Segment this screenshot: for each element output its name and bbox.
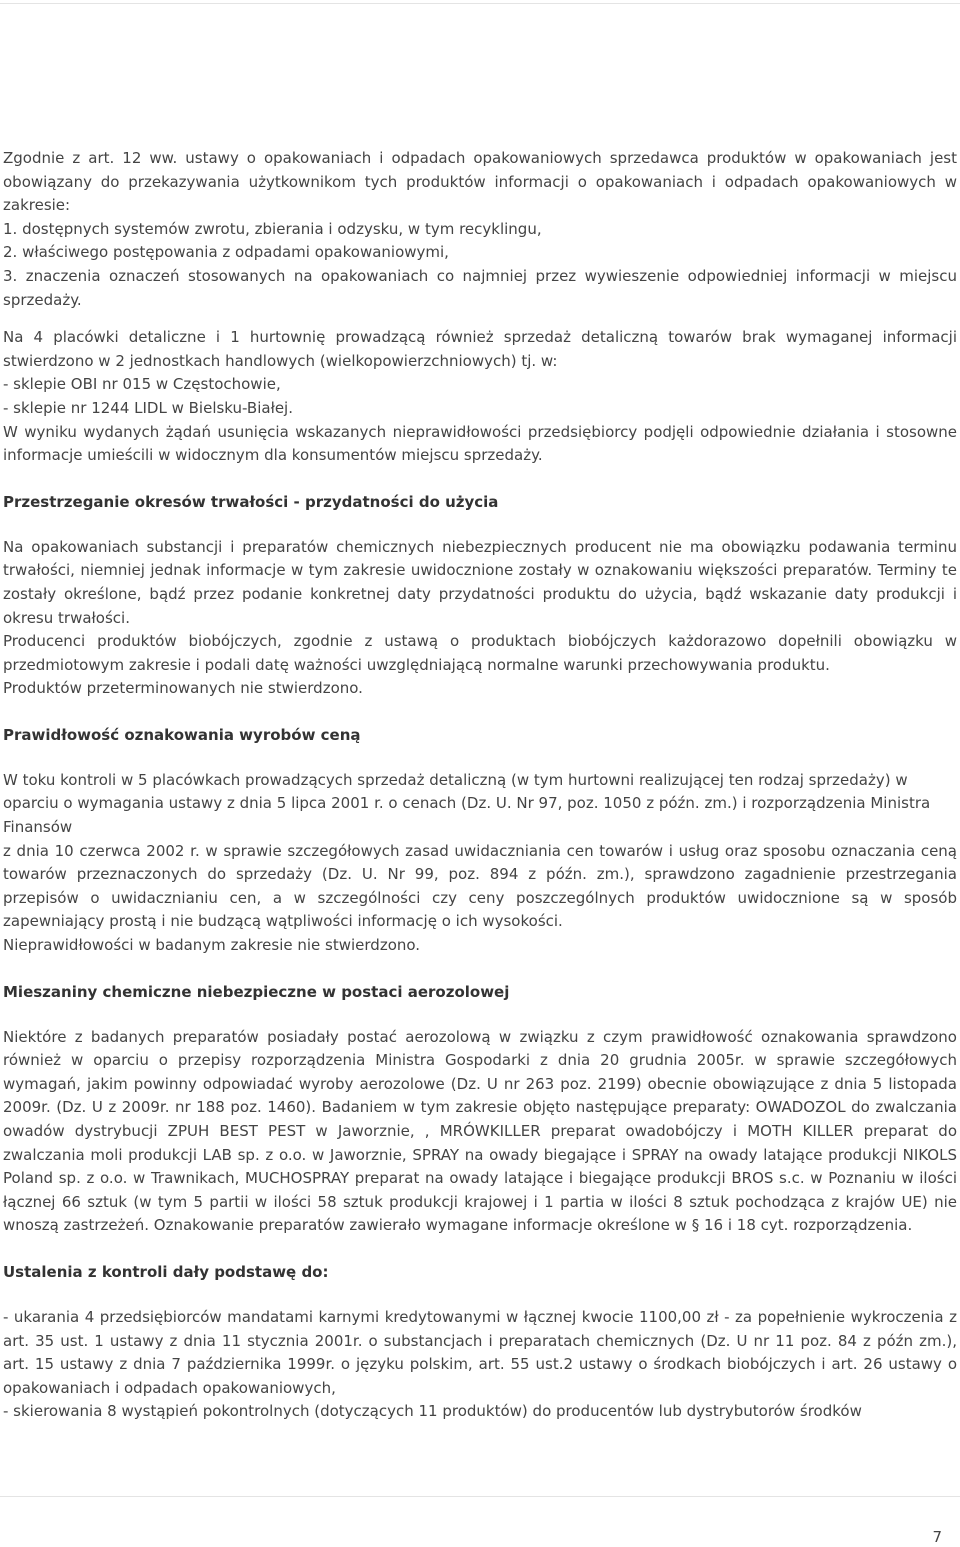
results-item-1: - ukarania 4 przedsiębiorców mandatami karnymi kredytowanymi w łącznej kwocie 1100,00 zł - za popełnienie wykroczenia z art. 35 ust. 1 ustawy z dnia 11 stycznia 2001r. o substancjach i preparatach chemicznych (Dz. U nr 11 poz. 84 z późn zm.), art. 15 ustawy z dnia 7 października 1999r. o języku polskim, art. 55 ust.2 ustawy o środkach biobójczych i art. 26 ustawy o opakowaniach i odpadach opakowaniowych, — [3, 1307, 957, 1397]
intro-list-item-2: 2. właściwego postępowania z odpadami opakowaniowymi, — [3, 243, 449, 262]
page-number: 7 — [932, 1528, 942, 1546]
findings-outcome: W wyniku wydanych żądań usunięcia wskazanych nieprawidłowości przedsiębiorcy podjęli odpowiednie działania i stosowne informacje umieścili w widocznym dla konsumentów miejscu sprzedaży. — [3, 422, 957, 465]
findings-paragraph: Na 4 placówki detaliczne i 1 hurtownię prowadzącą również sprzedaż detaliczną towarów brak wymaganej informacji stwierdzono w 2 jednostkach handlowych (wielkopowierzchniowych) tj. w: — [3, 328, 957, 370]
results-item-2: - skierowania 8 wystąpień pokontrolnych (dotyczących 11 produktów) do producentów lub dystrybutorów środków — [3, 1402, 862, 1421]
heading-shelf-life: Przestrzeganie okresów trwałości - przydatności do użycia — [3, 492, 499, 511]
price-paragraph-a: W toku kontroli w 5 placówkach prowadzących sprzedaż detaliczną (w tym hurtowni realizującej ten rodzaj sprzedaży) w oparciu o wymagania ustawy z dnia 5 lipca 2001 r. o cenach (Dz. U. Nr 97, poz. 1050 z późn. zm.) i rozporządzenia Ministra Finansów — [3, 770, 931, 837]
shelf-life-paragraph-3: Produktów przeterminowanych nie stwierdzono. — [3, 679, 363, 698]
shelf-life-paragraph-2: Producenci produktów biobójczych, zgodnie z ustawą o produktach biobójczych każdorazowo dopełnili obowiązku w przedmiotowym zakresie i podali datę ważności uwzględniającą normalne warunki przechowywania produktu. — [3, 632, 957, 674]
price-conclusion: Nieprawidłowości w badanym zakresie nie stwierdzono. — [3, 936, 421, 955]
price-paragraph-b: z dnia 10 czerwca 2002 r. w sprawie szczegółowych zasad uwidaczniania cen towarów i usług oraz sposobu oznaczania ceną towarów przeznaczonych do sprzedaży (Dz. U. Nr 99, poz. 894 z późn. zm.), sprawdzono zagadnienie przestrzegania przepisów o uwidacznianiu cen, a w szczególności czy ceny poszczególnych produktów uwidocznione są w sposób zapewniający prostą i nie budzącą wątpliwości informację o ich wysokości. — [3, 841, 957, 931]
heading-control-results: Ustalenia z kontroli dały podstawę do: — [3, 1262, 329, 1281]
aerosol-paragraph: Niektóre z badanych preparatów posiadały postać aerozolową w związku z czym prawidłowość oznakowania sprawdzono również w oparciu o przepisy rozporządzenia Ministra Gospodarki z dnia 20 grudnia 2005r. w sprawie szczegółowych wymagań, jakim powinny odpowiadać wyroby aerozolowe (Dz. U nr 263 poz. 2199) obecnie obowiązujące z dnia 5 listopada 2009r. (Dz. U z 2009r. nr 188 poz. 1460). Badaniem w tym zakresie objęto następujące preparaty: OWADOZOL do zwalczania owadów dystrybucji ZPUH BEST PEST w Jaworznie, , MRÓWKILLER preparat owadobójczy i MOTH KILLER preparat do zwalczania moli produkcji LAB sp. z o.o. w Jaworznie, SPRAY na owady biegające i SPRAY na owady latające produkcji NIKOLS Poland sp. z o.o. w Trawnikach, MUCHOSPRAY preparat na owady latające i biegające produkcji BROS s.c. w Poznaniu w ilości łącznej 66 sztuk (w tym 5 partii w ilości 58 sztuk produkcji krajowej i 1 partia w ilości 8 sztuk pochodząca z krajów UE) nie wnoszą zastrzeżeń. Oznakowanie preparatów zawierało wymagane informacje określone w § 16 i 18 cyt. rozporządzenia. — [3, 1027, 957, 1235]
intro-list-item-3: 3. znaczenia oznaczeń stosowanych na opakowaniach co najmniej przez wywieszenie odpowiedniej informacji w miejscu sprzedaży. — [3, 266, 957, 309]
findings-list-item-1: - sklepie OBI nr 015 w Częstochowie, — [3, 375, 281, 394]
intro-list-item-1: 1. dostępnych systemów zwrotu, zbierania i odzysku, w tym recyklingu, — [3, 219, 542, 238]
top-rule — [0, 3, 960, 4]
heading-aerosol: Mieszaniny chemiczne niebezpieczne w postaci aerozolowej — [3, 982, 510, 1001]
heading-price-marking: Prawidłowość oznakowania wyrobów ceną — [3, 725, 361, 744]
bottom-rule — [0, 1496, 960, 1497]
shelf-life-paragraph-1: Na opakowaniach substancji i preparatów chemicznych niebezpiecznych producent nie ma obowiązku podawania terminu trwałości, niemniej jednak informacje w tym zakresie uwidocznione zostały w oznakowaniu większości preparatów. Terminy te zostały określone, bądź przez podanie konkretnej daty przydatności produktu do użycia, bądź wskazanie daty produkcji i okresu trwałości. — [3, 537, 957, 627]
document-body — [3, 147, 957, 1424]
findings-list-item-2: - sklepie nr 1244 LIDL w Bielsku-Białej. — [3, 398, 293, 417]
intro-paragraph: Zgodnie z art. 12 ww. ustawy o opakowaniach i odpadach opakowaniowych sprzedawca produktów w opakowaniach jest obowiązany do przekazywania użytkownikom tych produktów informacji o opakowaniach i odpadach opakowaniowych w zakresie: — [3, 149, 957, 215]
